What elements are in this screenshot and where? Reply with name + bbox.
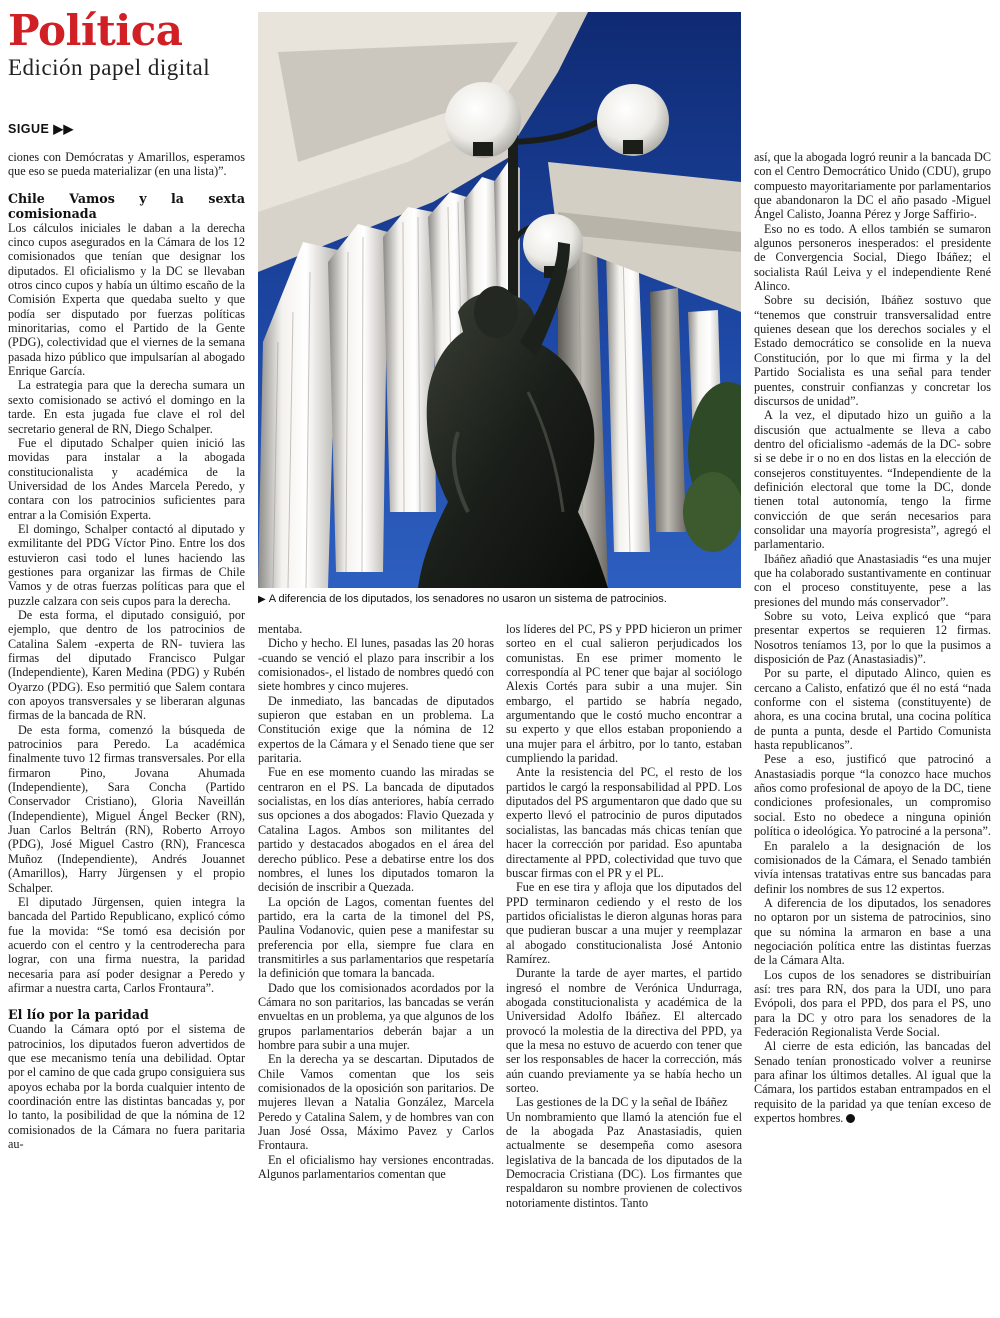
column-1 bbox=[8, 150, 245, 1151]
paragraph-text: Al cierre de esta edición, las bancadas del Senado tenían pronosticado volver a reunirse para afinar los últimos detalles. Al igual que la Cámara, los partidos estaban entrampados en el requisito de la paridad ya que tenían exceso de expertos hombres. bbox=[754, 1039, 991, 1126]
subheading: El lío por la paridad bbox=[8, 1007, 149, 1023]
paragraph: En paralelo a la designación de los comisionados de la Cámara, el Senado también vivía intensas tratativas entre sus bancadas para definir los nombres de sus 12 expertos. bbox=[754, 838, 991, 896]
paragraph: En el oficialismo hay versiones encontradas. Algunos parlamentarios comentan que bbox=[258, 1152, 494, 1182]
paragraph: así, que la abogada logró reunir a la bancada DC con el Centro Democrático Unido (CDU), grupo compuesto mayoritariamente por parlamentarios que abandonaron la DC el año pasado -Miguel Ángel Calisto, Joanna Pérez y Jorge Saffirio-. bbox=[754, 150, 991, 222]
main-photo bbox=[258, 12, 741, 588]
paragraph: ciones con Demócratas y Amarillos, esperamos que eso se pueda materializar (en una lista)”. bbox=[8, 150, 245, 179]
paragraph: Cuando la Cámara optó por el sistema de patrocinios, los diputados fueron advertidos de que ese mecanismo tenía una debilidad. Optar por el camino de que cada grupo consiguiera sus apoyos echaba por la borda cualquier intento de coordinación entre las distintas bancadas y, por lo tanto, la posibilidad de que la nómina de 12 comisionados de la Cámara no fuera paritaria au- bbox=[8, 1022, 245, 1151]
paragraph bbox=[754, 1039, 991, 1125]
end-of-article-icon bbox=[846, 1114, 855, 1123]
congress-statue-image bbox=[258, 12, 741, 588]
section-title: Política bbox=[8, 6, 183, 55]
paragraph: La opción de Lagos, comentan fuentes del partido, era la carta de la timonel del PS, Paulina Vodanovic, quien pese a manifestar su preferencia por ella, siempre fue clara en transmitirles a sus parlamentarios que respetaría la definición que tomara la bancada. bbox=[258, 894, 494, 981]
column-2 bbox=[258, 622, 494, 1181]
paragraph: En la derecha ya se descartan. Diputados de Chile Vamos comentan que los seis comisionados de la oposición son paritarios. De mujeres llevan a Natalia González, Marcela Peredo y Catalina Salem, y de hombres van con Juan José Ossa, Máximo Pavez y Carlos Frontaura. bbox=[258, 1052, 494, 1153]
paragraph: mentaba. bbox=[258, 622, 303, 636]
paragraph: Dado que los comisionados acordados por la Cámara no son paritarios, las bancadas se verán envueltas en un problema, ya que algunos de los grupos parlamentarios deberán bajar a un hombre para subir a una mujer. bbox=[258, 980, 494, 1052]
paragraph: los líderes del PC, PS y PPD hicieron un primer sorteo en el cual salieron perjudicados los comunistas. En ese primer momento le correspondía al PC tener que bajar al sociólogo Alexis Cortés para subir a una mujer. Sin embargo, el partido se habría negado, argumentando que le costó mucho encontrar a su experto y que ellos estaban proponiendo a una mujer para el árbitro, por lo tanto, estaban cumpliendo la paridad. bbox=[506, 622, 742, 766]
paragraph: De inmediato, las bancadas de diputados supieron que estaban en un problema. La Constitución exige que la nómina de 12 expertos de la Cámara y el Senado tiene que ser paritaria. bbox=[258, 693, 494, 766]
paragraph: Sobre su decisión, Ibáñez sostuvo que “tenemos que construir transversalidad entre quienes desean que los derechos sociales y el Estado democrático se consolide en la nueva Constitución, por lo que mi firma y la del Partido Socialista es una señal para tender puentes, construir confianzas y concretar los discursos de unidad”. bbox=[754, 293, 991, 408]
column-3 bbox=[506, 622, 742, 1210]
paragraph: A diferencia de los diputados, los senadores no optaron por un sistema de patrocinios, sino que su nómina la armaron en base a una negociación política entre las distintas fuerzas de la Cámara Alta. bbox=[754, 895, 991, 968]
photo-caption bbox=[258, 591, 741, 608]
paragraph: Sobre su voto, Leiva explicó que “para presentar expertos se requieren 12 firmas. Nosotros teníamos 13, por lo que la pusimos a disposición de Paz (Anastasiadis)”. bbox=[754, 609, 991, 667]
paragraph: Dicho y hecho. El lunes, pasadas las 20 horas -cuando se venció el plazo para inscribir a los comisionados-, el listado de nombres quedó con siete hombres y cinco mujeres. bbox=[258, 636, 494, 694]
paragraph: Fue el diputado Schalper quien inició las movidas para instalar a la abogada constitucionalista y académica de la Universidad de los Andes Marcela Peredo, y contara con los patrocinios suficientes para entrar a la Comisión Experta. bbox=[8, 435, 245, 522]
sigue-label: SIGUE ▶▶ bbox=[8, 122, 74, 136]
paragraph: Un nombramiento que llamó la atención fue el de la abogada Paz Anastasiadis, quien actualmente se desempeña como asesora legislativa de la bancada de los diputados de la Democracia Cristiana (DC). Los firmantes que respaldaron su nombre provienen de colectivos notoriamente distintos. Tanto bbox=[506, 1109, 742, 1210]
paragraph: El domingo, Schalper contactó al diputado y exmilitante del PDG Víctor Pino. Entre los dos estuvieron casi todo el lunes haciendo las gestiones para organizar las firmas de Chile Vamos y de otras fuerzas políticas para que el puzzle calzara con seis cupos para la derecha. bbox=[8, 521, 245, 608]
paragraph: El diputado Jürgensen, quien integra la bancada del Partido Republicano, explicó cómo fue la movida: “Se tomó esa decisión por acuerdo con el centro y la centroderecha para lograr, con una firma nuestra, la paridad necesaria para así poder designar a Peredo y afirmar a nuestra carta, Carlos Frontaura”. bbox=[8, 894, 245, 995]
paragraph: Por su parte, el diputado Alinco, quien es cercano a Calisto, enfatizó que él no está “nada conforme con el sistema (constituyente) de ahora, es una cocina brutal, una cocina política de punta a punta, desde el Partido Comunista hasta republicanos”. bbox=[754, 666, 991, 753]
paragraph: Los cupos de los senadores se distribuirían así: tres para RN, dos para la UDI, uno para Evópoli, dos para el PPD, dos para el PS, uno para la DC y otro para los senadores de la Federación Regionalista Verde Social. bbox=[754, 967, 991, 1039]
masthead bbox=[8, 6, 253, 80]
paragraph: Eso no es todo. A ellos también se sumaron algunos personeros inesperados: el presidente de Convergencia Social, Diego Ibáñez; el socialista Raúl Leiva y el independiente René Alinco. bbox=[754, 221, 991, 294]
column-4 bbox=[754, 150, 991, 1125]
subheading: Chile Vamos y la sexta comisionada bbox=[8, 190, 245, 221]
paragraph: Ante la resistencia del PC, el resto de los partidos le cargó la responsabilidad al PPD. Los diputados del PS argumentaron que dado que su experto llevó el patrocinio de puros diputados socialistas, las bancadas más chicas tenían que hacer la corrección por paridad. Eso apuntaba directamente al PPD, colectividad que tuvo que buscar firmas con el PR y el PL. bbox=[506, 765, 742, 880]
paragraph: Ibáñez añadió que Anastasiadis “es una mujer que ha colaborado sustantivamente en continuar con el proceso constituyente, pese a las presiones del mundo más conservador”. bbox=[754, 551, 991, 609]
caption-arrow-icon: ▶ bbox=[258, 594, 266, 605]
paragraph: A la vez, el diputado hizo un guiño a la discusión que actualmente se lleva a cabo dentro del oficialismo -además de la DC- sobre si se debe ir o no en dos listas en la elección de consejeros constituyentes. “Independiente de la definición electoral que tome la DC, donde tienen total autonomía, tengo la firme convicción de que serán necesarios para consolidar una mayoría progresista”, agregó el parlamentario. bbox=[754, 408, 991, 552]
paragraph: Fue en ese tira y afloja que los diputados del PPD terminaron cediendo y el resto de los partidos oficialistas le dieron algunas horas para que pudieran buscar a una mujer y reemplazar al abogado constitucionalista José Antonio Ramírez. bbox=[506, 880, 742, 966]
paragraph: Fue en ese momento cuando las miradas se centraron en el PS. La bancada de diputados socialistas, en los días anteriores, había cerrado sus opciones a dos abogados: Flavio Quezada y Catalina Lagos. Ambos son militantes del partido y destacados abogados en el área del derecho público. Pese a debatirse entre los dos nombres, el lunes los diputados tomaron la decisión de inscribir a Quezada. bbox=[258, 765, 494, 895]
caption-text: A diferencia de los diputados, los senadores no usaron un sistema de patrocinios. bbox=[268, 593, 667, 605]
paragraph: Los cálculos iniciales le daban a la derecha cinco cupos asegurados en la Cámara de los 12 comisionados que tenían que designar los diputados. El oficialismo y la DC se llevaban otros cinco cupos y había un último escaño de la Comisión Experta que quedaba suelto y que podía ser disputado por fuerzas políticas minoritarias, como el Partido de la Gente (PDG), colectividad que el viernes de la semana pasada hizo público que impulsarían al abogado Enrique García. bbox=[8, 220, 245, 379]
paragraph: De esta forma, el diputado consiguió, por ejemplo, que dentro de los patrocinios de Catalina Salem -experta de RN- tuviera las firmas del diputado Francisco Pulgar (Independiente), Karen Medina (PDG) y Rubén Oyarzo (PDG). Eso permitió que Salem contara con apoyos transversales y se liberaran algunas firmas de la bancada de RN. bbox=[8, 607, 245, 723]
edition-subtitle: Edición papel digital bbox=[8, 55, 211, 80]
paragraph: La estrategia para que la derecha sumara un sexto comisionado se activó el domingo en la tarde. En esta jugada fue clave el rol del secretario general de RN, Diego Schalper. bbox=[8, 378, 245, 436]
paragraph: Durante la tarde de ayer martes, el partido ingresó el nombre de Verónica Undurraga, abogada constitucionalista y académica de la Universidad Adolfo Ibáñez. El altercado provocó la molestia de la directiva del PPD, ya que la mesa no estuvo de acuerdo con tener que ser los responsables de hacer la corrección, más aún cuando previamente ya se había hecho un sorteo. bbox=[506, 966, 742, 1095]
inline-subheading: Las gestiones de la DC y la señal de Ibáñez bbox=[516, 1095, 728, 1110]
paragraph: De esta forma, comenzó la búsqueda de patrocinios para Peredo. La académica finalmente tuvo 12 firmas transversales. Por ella firmaron Pino, Jovana Ahumada (Independiente), Sara Concha (Partido Conservador Cristiano), Gloria Naveillán (Independiente), Miguel Ángel Becker (RN), Juan Carlos Beltrán (RN), Roberto Arroyo (PDG), José Miguel Castro (RN), Francesca Muñoz (Independiente), Andrés Jouannet (Amarillos), Harry Jürgensen y el propio Schalper. bbox=[8, 722, 245, 895]
paragraph: Pese a eso, justificó que patrocinó a Anastasiadis porque “la conozco hace muchos años como profesional de apoyo de la DC, tiene condiciones profesionales, un compromiso social. Esto no obedece a ninguna opinión política o ideológica. Yo patrociné a la persona”. bbox=[754, 752, 991, 839]
